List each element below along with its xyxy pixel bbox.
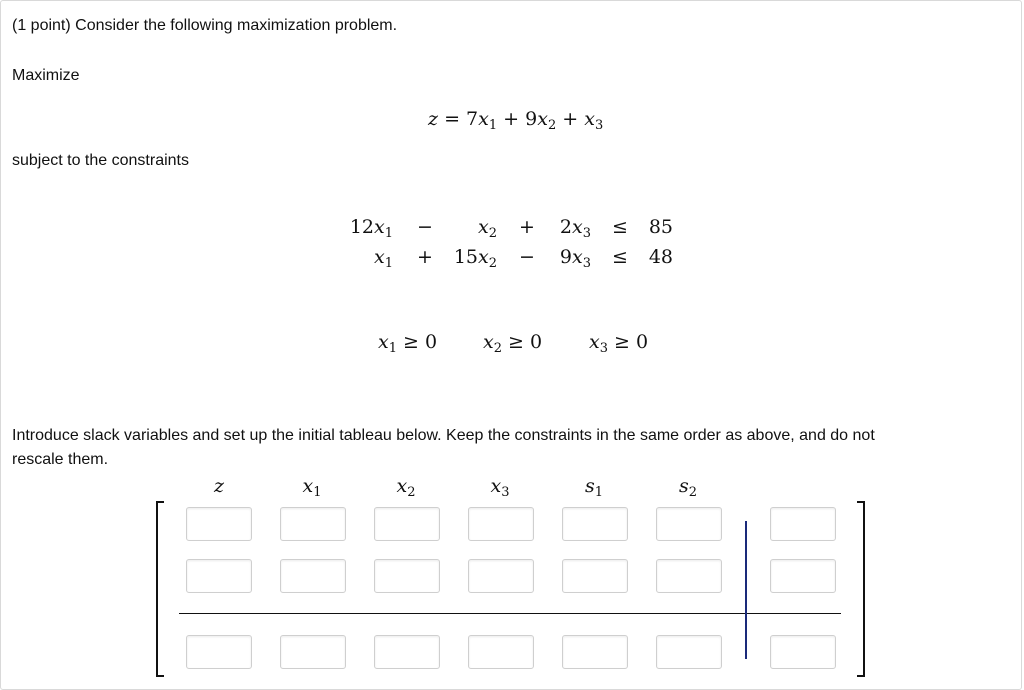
tableau-r1-rhs[interactable] <box>770 507 836 541</box>
tableau-r3-s2[interactable] <box>656 635 722 669</box>
tableau-r2-s1[interactable] <box>562 559 628 593</box>
tableau-r2-x1[interactable] <box>280 559 346 593</box>
instructions-line-1: Introduce slack variables and set up the initial tableau below. Keep the constraints in the same order as above, and do not <box>12 427 875 444</box>
tableau-r1-s1[interactable] <box>562 507 628 541</box>
tableau-left-bracket <box>156 501 164 677</box>
subject-label: subject to the constraints <box>12 152 189 169</box>
tableau-r3-s1[interactable] <box>562 635 628 669</box>
tableau-r3-z[interactable] <box>186 635 252 669</box>
tableau-right-bracket <box>857 501 865 677</box>
objective-eq: = <box>444 108 460 130</box>
tableau-r3-rhs[interactable] <box>770 635 836 669</box>
tableau-header-x1: $x_1$ <box>302 475 322 500</box>
tableau-r1-x2[interactable] <box>374 507 440 541</box>
tableau-header-x3: $x_3$ <box>490 475 510 500</box>
tableau-header-s1: $s_1$ <box>584 475 604 500</box>
tableau-r2-x3[interactable] <box>468 559 534 593</box>
tableau-r2-z[interactable] <box>186 559 252 593</box>
tableau-r1-s2[interactable] <box>656 507 722 541</box>
instructions-line-2: rescale them. <box>12 451 109 468</box>
tableau-rhs-divider <box>745 521 747 659</box>
tableau-r2-s2[interactable] <box>656 559 722 593</box>
tableau-r1-z[interactable] <box>186 507 252 541</box>
nonneg-x1: $x_1 \ge 0$ <box>378 331 438 356</box>
constraint-row-2: $x_1$ + $15x_2$ − $9x_3$ ≤ 48 <box>374 246 673 271</box>
tableau-r2-x2[interactable] <box>374 559 440 593</box>
tableau-r3-x2[interactable] <box>374 635 440 669</box>
tableau-header-z: z <box>213 475 224 497</box>
problem-intro: (1 point) Consider the following maximization problem. <box>12 17 398 34</box>
nonneg-x2: $x_2 \ge 0$ <box>483 331 543 356</box>
constraint-row-1: $12x_1$ − $x_2$ + $2x_3$ ≤ 85 <box>349 216 673 241</box>
tableau-r1-x1[interactable] <box>280 507 346 541</box>
tableau-r3-x1[interactable] <box>280 635 346 669</box>
tableau-r3-x3[interactable] <box>468 635 534 669</box>
objective-lhs: z <box>428 108 439 130</box>
tableau-objective-divider <box>179 613 841 614</box>
tableau-header-x2: $x_2$ <box>396 475 416 500</box>
tableau-r1-x3[interactable] <box>468 507 534 541</box>
nonneg-x3: $x_3 \ge 0$ <box>589 331 649 356</box>
objective-function: $z = 7x_1 + 9x_2 + x_3$ <box>428 108 604 133</box>
tableau-r2-rhs[interactable] <box>770 559 836 593</box>
tableau-header-s2: $s_2$ <box>678 475 698 500</box>
maximize-label: Maximize <box>12 67 80 84</box>
